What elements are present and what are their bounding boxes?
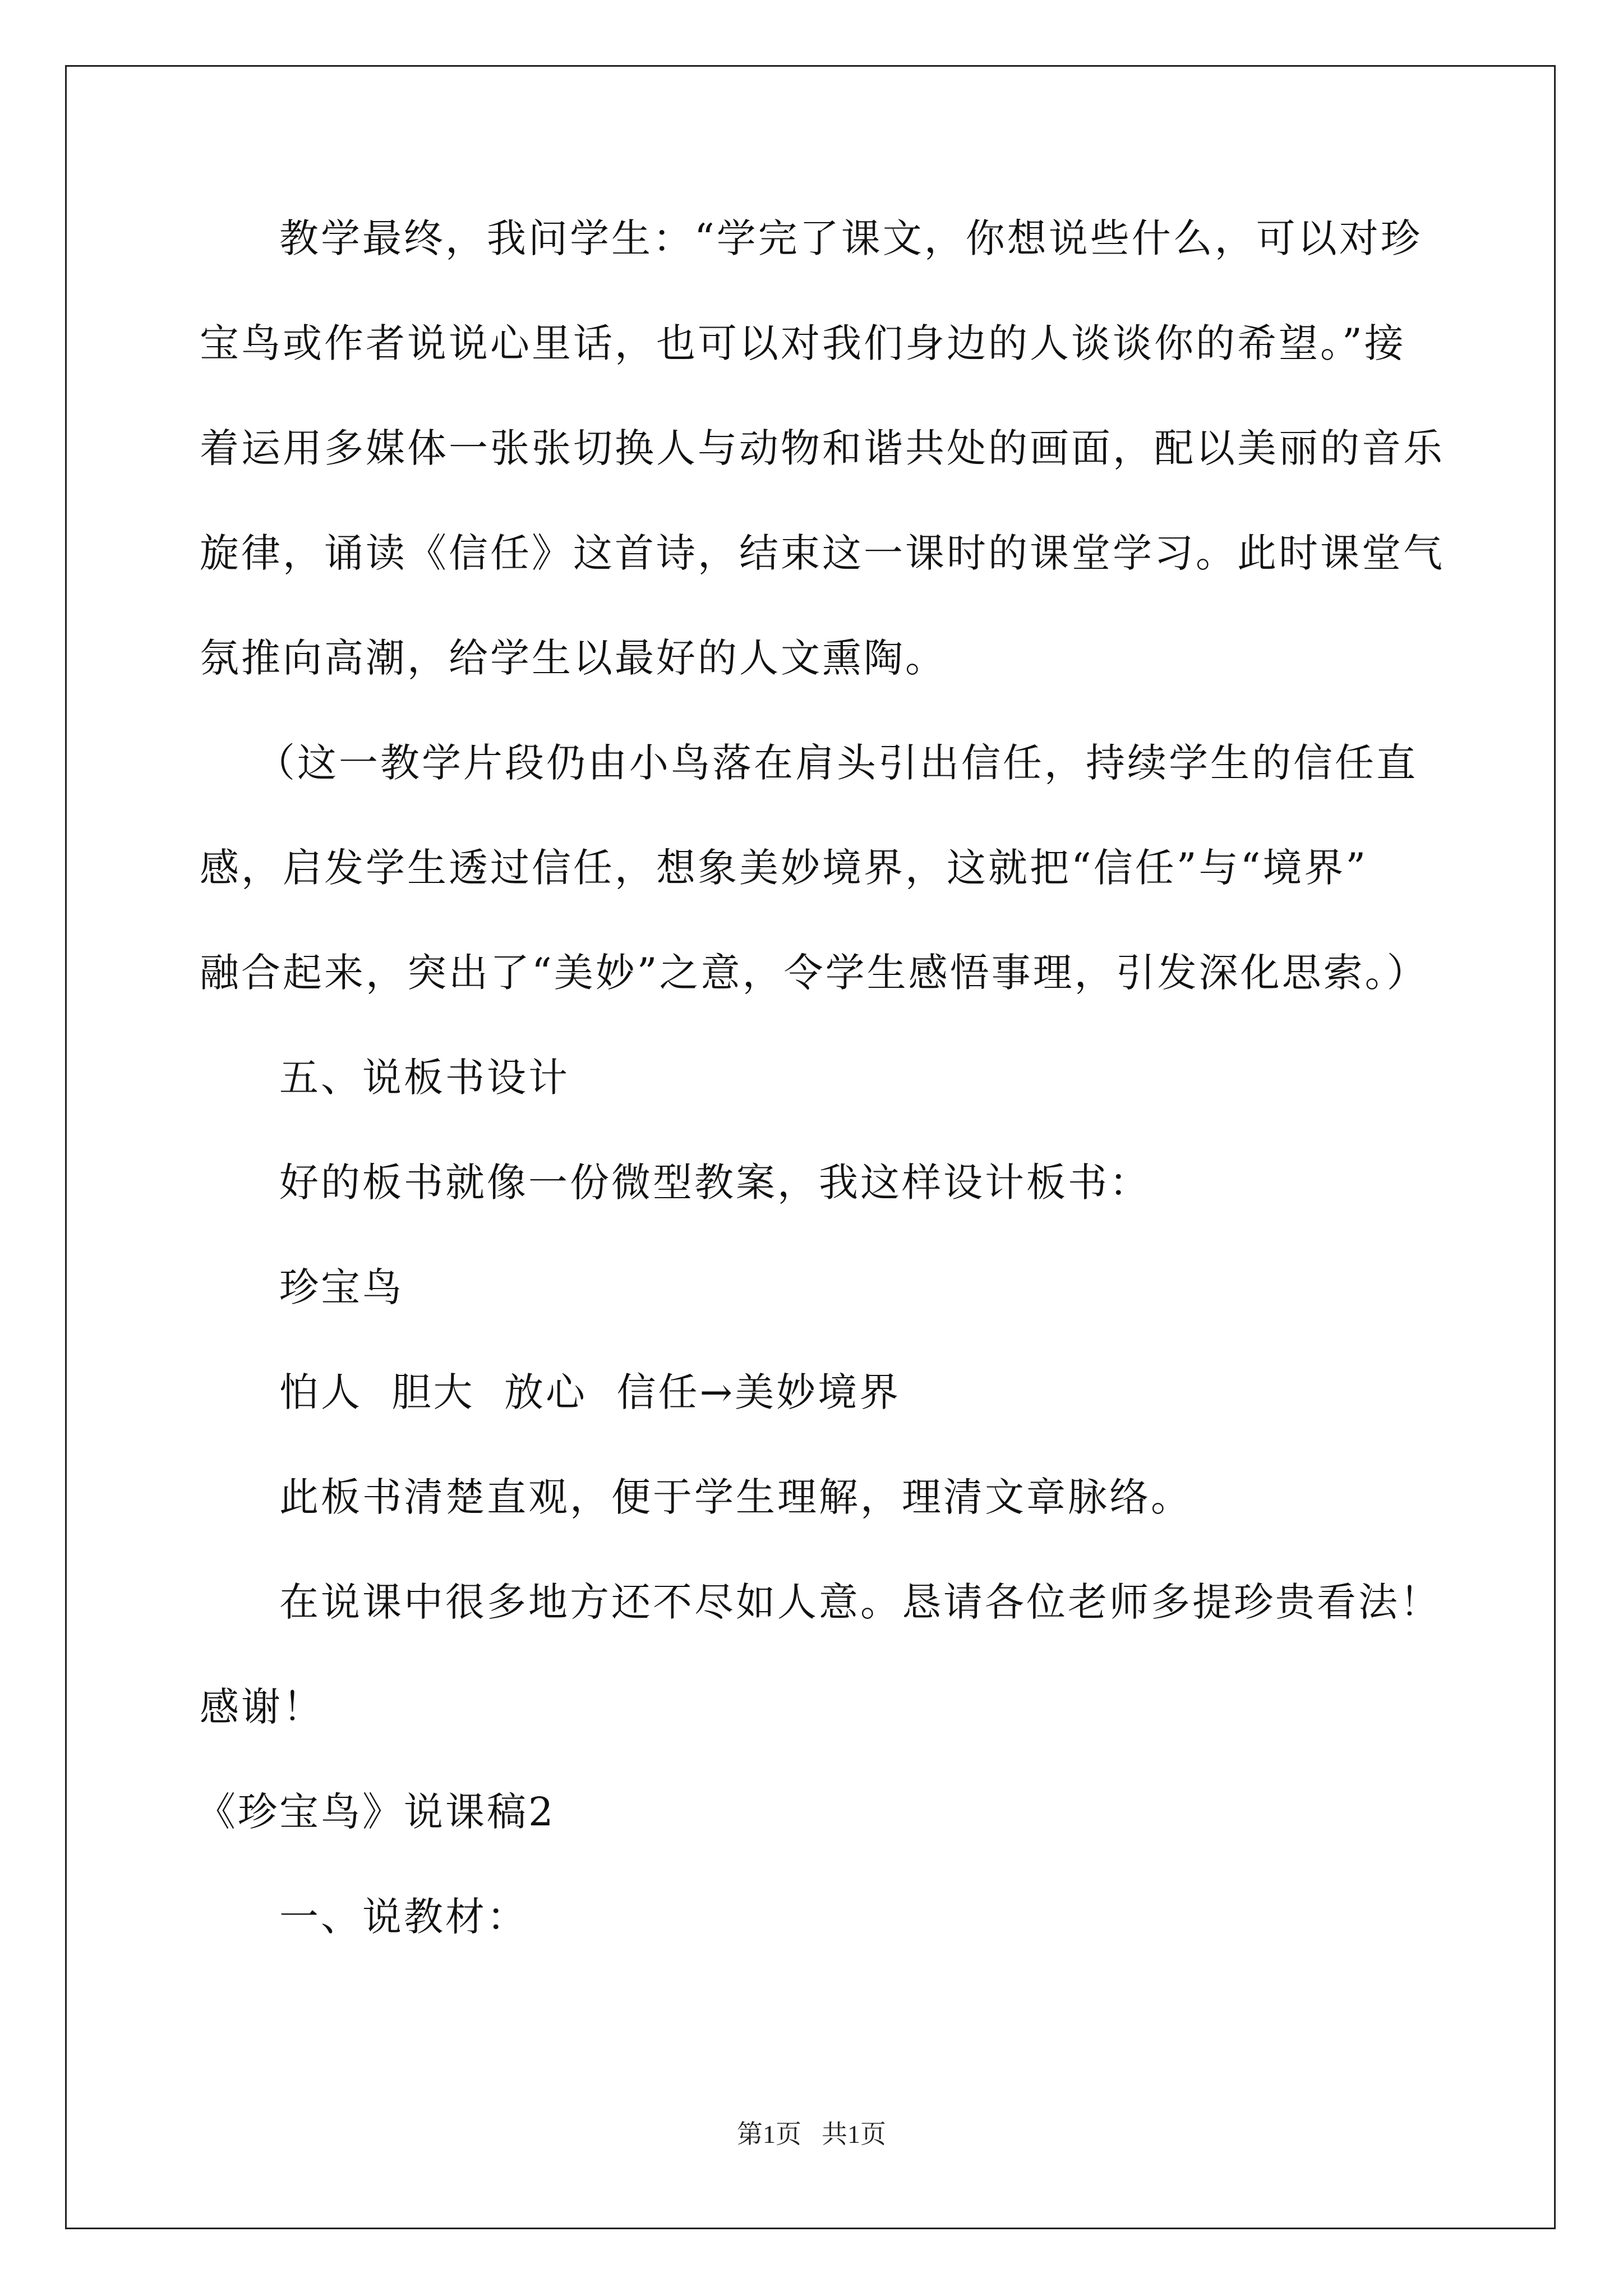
paragraph-line: 氛推向高潮，给学生以最好的人文熏陶。: [200, 635, 947, 681]
paragraph-line: 着运用多媒体一张张切换人与动物和谐共处的画面，配以美丽的音乐: [200, 425, 1445, 471]
paragraph-line: 旋律，诵读《信任》这首诗，结束这一课时的课堂学习。此时课堂气: [200, 530, 1445, 576]
paragraph-line: 教学最终，我问学生：“学完了课文，你想说些什么，可以对珍: [279, 215, 1422, 261]
paragraph-line: 宝鸟或作者说说心里话，也可以对我们身边的人谈谈你的希望。”接: [200, 320, 1406, 366]
paragraph-line: 感，启发学生透过信任，想象美妙境界，这就把“信任”与“境界”: [200, 845, 1368, 891]
board-title: 珍宝鸟: [279, 1264, 404, 1310]
page-footer: [0, 2118, 1623, 2151]
paragraph-line: 融合起来，突出了“美妙”之意，令学生感悟事理，引发深化思索。）: [200, 950, 1428, 996]
paragraph-line: 好的板书就像一份微型教案，我这样设计板书：: [279, 1159, 1151, 1205]
paragraph-line: 此板书清楚直观，便于学生理解，理清文章脉络。: [279, 1474, 1192, 1520]
paragraph-line: 在说课中很多地方还不尽如人意。恳请各位老师多提珍贵看法！: [279, 1579, 1441, 1625]
section-heading: 一、说教材：: [279, 1894, 528, 1940]
page-number-current: 第1页: [737, 2120, 801, 2148]
paragraph-line: 感谢！: [200, 1684, 324, 1730]
document-subtitle: 《珍宝鸟》说课稿2: [196, 1789, 556, 1835]
paragraph-line: （这一教学片段仍由小鸟落在肩头引出信任，持续学生的信任直: [256, 740, 1418, 786]
page-number-total: 共1页: [822, 2120, 886, 2148]
board-content: 怕人 胆大 放心 信任→美妙境界: [279, 1369, 901, 1415]
section-heading: 五、说板书设计: [279, 1055, 570, 1101]
